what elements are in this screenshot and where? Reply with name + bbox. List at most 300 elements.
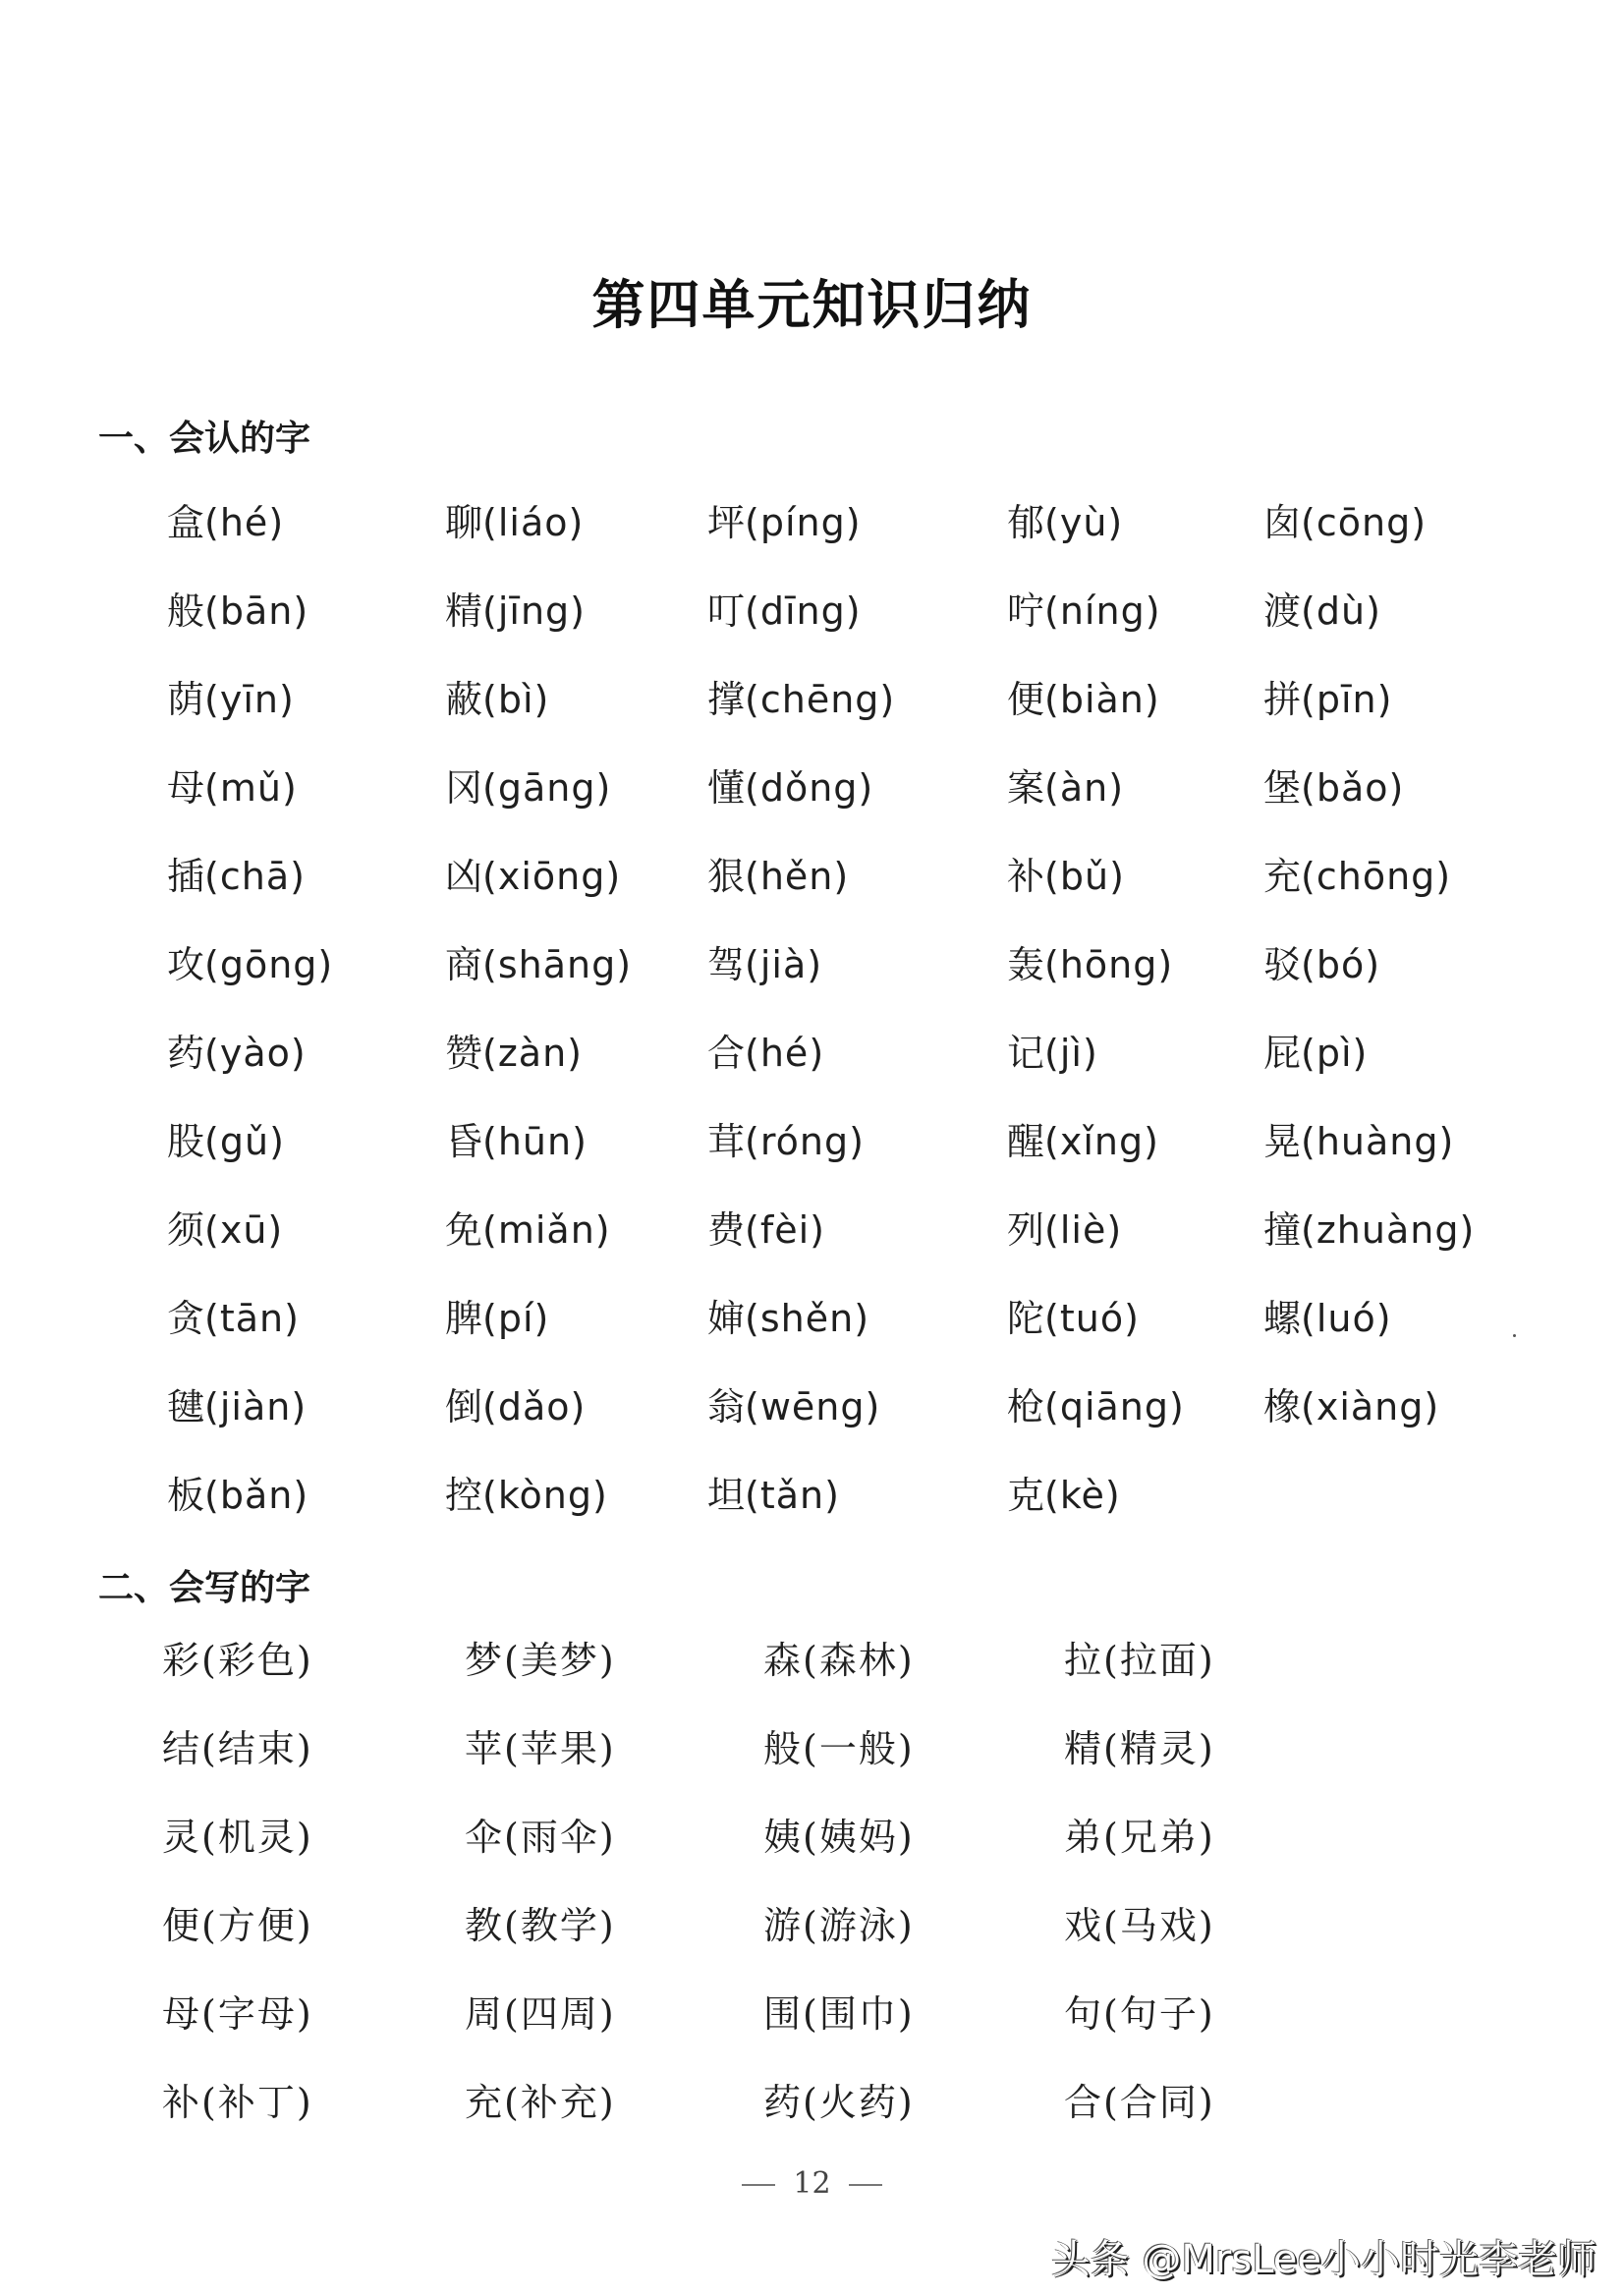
paren-close: ) bbox=[1366, 589, 1381, 633]
paren-close: ) bbox=[1438, 1120, 1455, 1163]
pinyin: chēng bbox=[759, 678, 880, 721]
recognize-item bbox=[1263, 1297, 1392, 1340]
paren-close: ) bbox=[810, 1208, 825, 1252]
paren-close: ) bbox=[290, 1032, 307, 1075]
paren-open: ( bbox=[1301, 589, 1316, 633]
recognize-item bbox=[707, 855, 849, 898]
hanzi: 般 bbox=[763, 1727, 804, 1770]
recognize-item bbox=[445, 855, 621, 898]
pinyin: jīng bbox=[497, 589, 571, 633]
paren-open: ( bbox=[745, 1208, 760, 1252]
hanzi: 须 bbox=[167, 1208, 205, 1252]
pinyin: bó bbox=[1316, 943, 1366, 986]
paren-close: ) bbox=[1424, 1385, 1440, 1428]
paren-close: ) bbox=[598, 1816, 616, 1859]
recognize-row bbox=[0, 678, 1624, 766]
hanzi: 充 bbox=[465, 2081, 505, 2124]
example-word: 火药 bbox=[818, 2081, 898, 2124]
paren-open: ( bbox=[1044, 678, 1060, 721]
recognize-item bbox=[445, 1297, 549, 1340]
paren-close: ) bbox=[296, 2081, 313, 2124]
pinyin: níng bbox=[1059, 589, 1146, 633]
paren-close: ) bbox=[854, 1297, 870, 1340]
paren-open: ( bbox=[204, 1385, 220, 1428]
write-item bbox=[465, 1992, 616, 2036]
paren-close: ) bbox=[595, 766, 612, 810]
paren-close: ) bbox=[849, 1120, 865, 1163]
paren-close: ) bbox=[1376, 678, 1393, 721]
recognize-row bbox=[0, 1208, 1624, 1297]
recognize-item bbox=[445, 1385, 586, 1428]
paren-close: ) bbox=[865, 1385, 881, 1428]
paren-close: ) bbox=[807, 943, 823, 986]
example-word: 彩色 bbox=[217, 1639, 297, 1682]
recognize-item bbox=[707, 501, 862, 544]
write-item bbox=[1064, 1727, 1215, 1770]
pinyin: hé bbox=[759, 1032, 810, 1075]
write-item bbox=[162, 1992, 313, 2036]
pinyin: gǔ bbox=[219, 1120, 270, 1163]
paren-open: ( bbox=[482, 1120, 498, 1163]
pinyin: qiāng bbox=[1059, 1385, 1170, 1428]
recognize-item bbox=[167, 1385, 307, 1428]
paren-close: ) bbox=[296, 1992, 313, 2036]
paren-close: ) bbox=[1198, 1639, 1215, 1682]
paren-close: ) bbox=[570, 1385, 587, 1428]
write-item bbox=[162, 1816, 313, 1859]
paren-open: ( bbox=[482, 1208, 498, 1252]
paren-close: ) bbox=[290, 855, 306, 898]
recognize-item bbox=[1007, 1032, 1098, 1075]
recognize-item bbox=[1263, 855, 1451, 898]
example-word: 拉面 bbox=[1119, 1639, 1199, 1682]
hanzi: 记 bbox=[1007, 1032, 1045, 1075]
paren-open: ( bbox=[482, 1032, 498, 1075]
recognize-item bbox=[167, 1120, 285, 1163]
paren-close: ) bbox=[1108, 766, 1125, 810]
recognize-row bbox=[0, 766, 1624, 855]
recognize-row bbox=[0, 855, 1624, 943]
pinyin: xū bbox=[219, 1208, 268, 1252]
example-word: 教学 bbox=[520, 1904, 599, 1947]
write-item bbox=[162, 1727, 313, 1770]
recognize-item bbox=[1007, 1474, 1121, 1517]
hanzi: 翁 bbox=[707, 1385, 746, 1428]
hanzi: 荫 bbox=[167, 678, 205, 721]
paren-close: ) bbox=[897, 1639, 915, 1682]
recognize-item bbox=[1263, 501, 1427, 544]
paren-close: ) bbox=[296, 1904, 313, 1947]
paren-open: ( bbox=[745, 1297, 760, 1340]
paren-open: ( bbox=[204, 501, 220, 544]
hanzi: 戏 bbox=[1064, 1904, 1104, 1947]
paren-close: ) bbox=[1198, 2081, 1215, 2124]
hanzi: 拉 bbox=[1064, 1639, 1104, 1682]
example-word: 苹果 bbox=[520, 1727, 599, 1770]
hanzi: 聊 bbox=[445, 501, 483, 544]
paren-open: ( bbox=[201, 1816, 218, 1859]
recognize-row bbox=[0, 1032, 1624, 1120]
write-item bbox=[1064, 1639, 1215, 1682]
write-row bbox=[0, 1904, 1624, 1992]
recognize-item bbox=[167, 766, 298, 810]
paren-close: ) bbox=[1145, 589, 1161, 633]
recognize-item bbox=[707, 1385, 880, 1428]
recognize-item bbox=[167, 1474, 308, 1517]
hanzi: 免 bbox=[445, 1208, 483, 1252]
recognize-item bbox=[445, 1120, 588, 1163]
paren-close: ) bbox=[1107, 501, 1124, 544]
scan-speck bbox=[1513, 1334, 1516, 1337]
example-word: 雨伞 bbox=[520, 1816, 599, 1859]
hanzi: 句 bbox=[1064, 1992, 1104, 2036]
hanzi: 螺 bbox=[1263, 1297, 1302, 1340]
hanzi: 拼 bbox=[1263, 678, 1302, 721]
paren-close: ) bbox=[1082, 1032, 1098, 1075]
write-item bbox=[1064, 1816, 1215, 1859]
paren-open: ( bbox=[1301, 1385, 1316, 1428]
dash-right bbox=[849, 2184, 882, 2186]
paren-open: ( bbox=[745, 678, 760, 721]
paren-open: ( bbox=[1044, 766, 1060, 810]
paren-close: ) bbox=[278, 678, 295, 721]
paren-close: ) bbox=[591, 1474, 608, 1517]
write-item bbox=[162, 1639, 313, 1682]
hanzi: 陀 bbox=[1007, 1297, 1045, 1340]
paren-close: ) bbox=[1198, 1816, 1215, 1859]
pinyin: hěn bbox=[759, 855, 834, 898]
paren-open: ( bbox=[745, 1474, 760, 1517]
recognize-item bbox=[707, 1297, 869, 1340]
page-title: 第四单元知识归纳 bbox=[591, 273, 1033, 337]
paren-open: ( bbox=[504, 1727, 521, 1770]
pinyin: dīng bbox=[759, 589, 846, 633]
paren-close: ) bbox=[858, 766, 874, 810]
pinyin: píng bbox=[759, 501, 846, 544]
recognize-row bbox=[0, 501, 1624, 589]
recognize-item bbox=[1007, 1297, 1140, 1340]
paren-close: ) bbox=[897, 1904, 915, 1947]
hanzi: 婶 bbox=[707, 1297, 746, 1340]
write-item bbox=[763, 1816, 915, 1859]
hanzi: 合 bbox=[1064, 2081, 1104, 2124]
recognize-item bbox=[445, 589, 586, 633]
paren-close: ) bbox=[1435, 855, 1452, 898]
hanzi: 弟 bbox=[1064, 1816, 1104, 1859]
page-number bbox=[0, 2166, 1624, 2201]
hanzi: 列 bbox=[1007, 1208, 1045, 1252]
example-word: 结束 bbox=[217, 1727, 297, 1770]
recognize-item bbox=[707, 589, 862, 633]
paren-open: ( bbox=[1103, 1639, 1120, 1682]
paren-close: ) bbox=[296, 1639, 313, 1682]
paren-close: ) bbox=[293, 1474, 309, 1517]
paren-close: ) bbox=[1169, 1385, 1185, 1428]
paren-close: ) bbox=[833, 855, 850, 898]
paren-close: ) bbox=[572, 1120, 588, 1163]
paren-close: ) bbox=[1104, 1474, 1121, 1517]
recognize-item bbox=[1263, 1385, 1439, 1428]
paren-open: ( bbox=[204, 1208, 220, 1252]
paren-open: ( bbox=[204, 589, 220, 633]
pinyin: shāng bbox=[497, 943, 617, 986]
pinyin: bì bbox=[497, 678, 534, 721]
paren-open: ( bbox=[803, 1816, 819, 1859]
recognize-item bbox=[445, 943, 632, 986]
paren-open: ( bbox=[204, 766, 220, 810]
hanzi: 姨 bbox=[763, 1816, 804, 1859]
paren-open: ( bbox=[482, 589, 498, 633]
paren-close: ) bbox=[845, 589, 862, 633]
paren-close: ) bbox=[897, 1992, 915, 2036]
hanzi: 咛 bbox=[1007, 589, 1045, 633]
pinyin: jì bbox=[1059, 1032, 1083, 1075]
paren-open: ( bbox=[803, 1904, 819, 1947]
pinyin: jiàn bbox=[219, 1385, 292, 1428]
paren-open: ( bbox=[745, 943, 760, 986]
write-item bbox=[465, 1904, 616, 1947]
paren-close: ) bbox=[1109, 855, 1125, 898]
hanzi: 克 bbox=[1007, 1474, 1045, 1517]
hanzi: 撑 bbox=[707, 678, 746, 721]
paren-close: ) bbox=[897, 1727, 915, 1770]
hanzi: 补 bbox=[1007, 855, 1045, 898]
paren-open: ( bbox=[504, 1992, 521, 2036]
pinyin: hé bbox=[219, 501, 269, 544]
example-word: 美梦 bbox=[520, 1639, 599, 1682]
recognize-item bbox=[1007, 1120, 1159, 1163]
paren-open: ( bbox=[482, 855, 498, 898]
paren-open: ( bbox=[204, 1032, 220, 1075]
hanzi: 彩 bbox=[162, 1639, 202, 1682]
pinyin: chā bbox=[219, 855, 291, 898]
paren-open: ( bbox=[1044, 501, 1060, 544]
paren-open: ( bbox=[482, 1297, 498, 1340]
paren-open: ( bbox=[1044, 1297, 1060, 1340]
paren-open: ( bbox=[803, 1992, 819, 2036]
write-row bbox=[0, 2081, 1624, 2169]
paren-open: ( bbox=[1103, 1904, 1120, 1947]
pinyin: gōng bbox=[219, 943, 318, 986]
hanzi: 撞 bbox=[1263, 1208, 1302, 1252]
pinyin: bān bbox=[219, 589, 294, 633]
paren-open: ( bbox=[1103, 1816, 1120, 1859]
paren-open: ( bbox=[745, 1032, 760, 1075]
paren-open: ( bbox=[204, 678, 220, 721]
pinyin: fèi bbox=[759, 1208, 811, 1252]
hanzi: 渡 bbox=[1263, 589, 1302, 633]
paren-close: ) bbox=[1411, 501, 1428, 544]
paren-open: ( bbox=[1301, 1208, 1316, 1252]
paren-close: ) bbox=[1106, 1208, 1123, 1252]
example-word: 姨妈 bbox=[818, 1816, 898, 1859]
example-word: 句子 bbox=[1119, 1992, 1199, 2036]
hanzi: 堡 bbox=[1263, 766, 1302, 810]
paren-open: ( bbox=[745, 766, 760, 810]
recognize-item bbox=[1263, 1032, 1368, 1075]
pinyin: pí bbox=[497, 1297, 534, 1340]
write-item bbox=[1064, 2081, 1215, 2124]
recognize-row bbox=[0, 1474, 1624, 1562]
paren-open: ( bbox=[1044, 589, 1060, 633]
hanzi: 般 bbox=[167, 589, 205, 633]
paren-open: ( bbox=[204, 1297, 220, 1340]
write-item bbox=[763, 1992, 915, 2036]
pinyin: mǔ bbox=[219, 766, 282, 810]
hanzi: 森 bbox=[763, 1639, 804, 1682]
hanzi: 屁 bbox=[1263, 1032, 1302, 1075]
recognize-item bbox=[445, 678, 549, 721]
paren-open: ( bbox=[803, 2081, 819, 2124]
hanzi: 驳 bbox=[1263, 943, 1302, 986]
recognize-item bbox=[1007, 766, 1124, 810]
paren-close: ) bbox=[296, 1816, 313, 1859]
paren-open: ( bbox=[1301, 943, 1316, 986]
pinyin: jià bbox=[759, 943, 808, 986]
paren-open: ( bbox=[1301, 678, 1316, 721]
paren-open: ( bbox=[1044, 1208, 1060, 1252]
recognize-chars-grid bbox=[0, 501, 1624, 1562]
pinyin: bǔ bbox=[1059, 855, 1110, 898]
pinyin: bǎn bbox=[219, 1474, 294, 1517]
example-word: 补丁 bbox=[217, 2081, 297, 2124]
hanzi: 围 bbox=[763, 1992, 804, 2036]
hanzi: 精 bbox=[445, 589, 483, 633]
paren-open: ( bbox=[745, 501, 760, 544]
example-word: 游泳 bbox=[818, 1904, 898, 1947]
pinyin: huàng bbox=[1316, 1120, 1439, 1163]
pinyin: wēng bbox=[759, 1385, 866, 1428]
paren-open: ( bbox=[1044, 943, 1060, 986]
example-word: 一般 bbox=[818, 1727, 898, 1770]
recognize-item bbox=[1263, 943, 1380, 986]
recognize-item bbox=[167, 589, 308, 633]
paren-close: ) bbox=[293, 589, 309, 633]
hanzi: 商 bbox=[445, 943, 483, 986]
pinyin: àn bbox=[1059, 766, 1109, 810]
paren-close: ) bbox=[845, 501, 862, 544]
recognize-item bbox=[1007, 855, 1125, 898]
recognize-item bbox=[707, 1474, 840, 1517]
paren-close: ) bbox=[598, 2081, 616, 2124]
paren-close: ) bbox=[594, 1208, 611, 1252]
hanzi: 囱 bbox=[1263, 501, 1302, 544]
hanzi: 枪 bbox=[1007, 1385, 1045, 1428]
paren-close: ) bbox=[1388, 766, 1405, 810]
pinyin: tuó bbox=[1059, 1297, 1125, 1340]
hanzi: 伞 bbox=[465, 1816, 505, 1859]
paren-close: ) bbox=[291, 1385, 308, 1428]
recognize-item bbox=[167, 1032, 307, 1075]
paren-open: ( bbox=[482, 943, 498, 986]
pinyin: luó bbox=[1316, 1297, 1376, 1340]
write-item bbox=[763, 1904, 915, 1947]
hanzi: 案 bbox=[1007, 766, 1045, 810]
hanzi: 倒 bbox=[445, 1385, 483, 1428]
hanzi: 毽 bbox=[167, 1385, 205, 1428]
hanzi: 叮 bbox=[707, 589, 746, 633]
pinyin: tān bbox=[219, 1297, 285, 1340]
paren-open: ( bbox=[1103, 2081, 1120, 2124]
hanzi: 灵 bbox=[162, 1816, 202, 1859]
pinyin: tǎn bbox=[759, 1474, 825, 1517]
write-chars-grid bbox=[0, 1639, 1624, 2169]
page-number-value: 12 bbox=[793, 2166, 831, 2201]
paren-close: ) bbox=[605, 855, 622, 898]
recognize-row bbox=[0, 1120, 1624, 1208]
pinyin: xiàng bbox=[1316, 1385, 1425, 1428]
paren-open: ( bbox=[482, 766, 498, 810]
pinyin: xiōng bbox=[497, 855, 606, 898]
pinyin: pì bbox=[1316, 1032, 1353, 1075]
pinyin: dǒng bbox=[759, 766, 859, 810]
paren-close: ) bbox=[1352, 1032, 1369, 1075]
recognize-item bbox=[707, 1120, 865, 1163]
pinyin: yào bbox=[219, 1032, 291, 1075]
paren-open: ( bbox=[1301, 766, 1316, 810]
hanzi: 精 bbox=[1064, 1727, 1104, 1770]
write-item bbox=[465, 1727, 616, 1770]
recognize-item bbox=[445, 1208, 611, 1252]
recognize-item bbox=[1263, 589, 1381, 633]
example-word: 字母 bbox=[217, 1992, 297, 2036]
paren-open: ( bbox=[482, 501, 498, 544]
recognize-item bbox=[1263, 678, 1392, 721]
hanzi: 苹 bbox=[465, 1727, 505, 1770]
recognize-item bbox=[1263, 766, 1404, 810]
example-word: 精灵 bbox=[1119, 1727, 1199, 1770]
hanzi: 脾 bbox=[445, 1297, 483, 1340]
recognize-item bbox=[167, 678, 295, 721]
paren-open: ( bbox=[204, 855, 220, 898]
paren-open: ( bbox=[1301, 501, 1316, 544]
paren-open: ( bbox=[482, 1385, 498, 1428]
paren-close: ) bbox=[1459, 1208, 1476, 1252]
pinyin: miǎn bbox=[497, 1208, 595, 1252]
pinyin: dù bbox=[1316, 589, 1367, 633]
recognize-item bbox=[1263, 1208, 1475, 1252]
section-heading-write: 二、会写的字 bbox=[98, 1568, 311, 1608]
write-item bbox=[162, 1904, 313, 1947]
recognize-row bbox=[0, 589, 1624, 678]
hanzi: 贪 bbox=[167, 1297, 205, 1340]
pinyin: kòng bbox=[497, 1474, 592, 1517]
paren-close: ) bbox=[268, 501, 285, 544]
pinyin: zhuàng bbox=[1316, 1208, 1460, 1252]
hanzi: 股 bbox=[167, 1120, 205, 1163]
paren-open: ( bbox=[1301, 855, 1316, 898]
pinyin: bǎo bbox=[1316, 766, 1389, 810]
hanzi: 控 bbox=[445, 1474, 483, 1517]
recognize-item bbox=[1007, 1208, 1122, 1252]
recognize-item bbox=[1007, 1385, 1185, 1428]
hanzi: 轰 bbox=[1007, 943, 1045, 986]
example-word: 方便 bbox=[217, 1904, 297, 1947]
paren-open: ( bbox=[201, 1992, 218, 2036]
recognize-item bbox=[1007, 501, 1123, 544]
hanzi: 晃 bbox=[1263, 1120, 1302, 1163]
paren-close: ) bbox=[897, 2081, 915, 2124]
paren-close: ) bbox=[570, 589, 586, 633]
paren-open: ( bbox=[1301, 1120, 1316, 1163]
paren-close: ) bbox=[533, 678, 550, 721]
recognize-item bbox=[167, 943, 333, 986]
paren-close: ) bbox=[598, 1727, 616, 1770]
paren-close: ) bbox=[269, 1120, 285, 1163]
example-word: 四周 bbox=[520, 1992, 599, 2036]
recognize-item bbox=[707, 1032, 824, 1075]
write-row bbox=[0, 1639, 1624, 1727]
